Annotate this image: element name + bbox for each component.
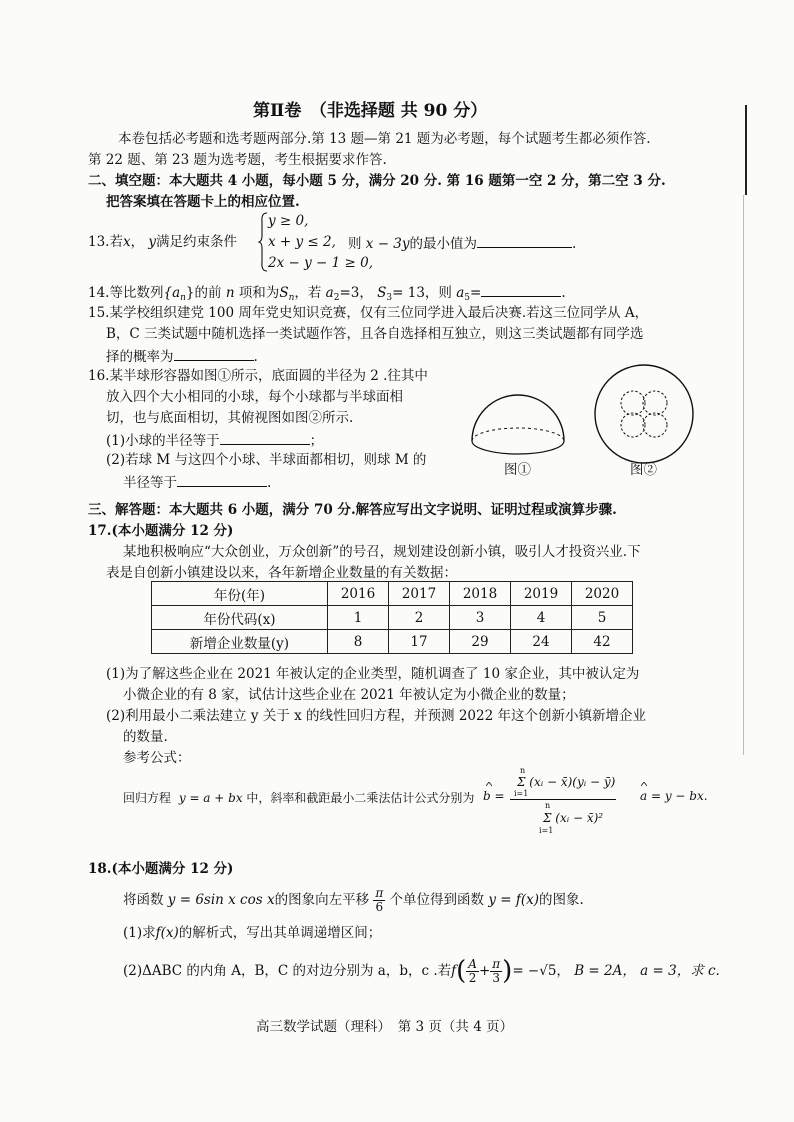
table-cell: 年份(年) xyxy=(152,582,328,606)
scan-edge-shadow xyxy=(743,195,744,755)
hat-icon xyxy=(641,782,647,787)
table-cell: 2 xyxy=(389,606,450,630)
table-cell: 8 xyxy=(328,630,389,654)
q13-constraint-3: 2x − y − 1 ≥ 0, xyxy=(268,255,373,271)
q16-line-3: 切，也与底面相切，其俯视图如图②所示. xyxy=(106,410,354,426)
q13-constraint-2: x + y ≤ 2, xyxy=(268,234,336,250)
q18-sub-1: (1)求f(x)的解析式，写出其单调递增区间； xyxy=(123,925,382,941)
section3-heading: 三、解答题：本大题共 6 小题，满分 70 分.解答应写出文字说明、证明过程或演算步骤. xyxy=(88,502,617,518)
section2-heading: 二、填空题：本大题共 4 小题，每小题 5 分，满分 20 分. 第 16 题第一空 2 分，第二空 3 分. xyxy=(88,173,666,189)
b-hat-denominator: Σ (xᵢ − x̄)² xyxy=(543,811,604,825)
q13-answer-blank[interactable] xyxy=(477,233,572,248)
section2-heading-cont: 把答案填在答题卡上的相应位置. xyxy=(106,194,300,210)
table-cell: 新增企业数量(y) xyxy=(152,630,328,654)
a-hat-formula: a = y − bx. xyxy=(640,789,708,803)
enterprise-data-table xyxy=(151,581,633,654)
q16-line-1: 16.某半球形容器如图①所示，底面圆的半径为 2 .往其中 xyxy=(88,368,428,384)
table-cell: 4 xyxy=(511,606,572,630)
q15-line-1: 15.某学校组织建党 100 周年党史知识竞赛，仅有三位同学进入最后决赛.若这三位同学从 A， xyxy=(88,305,649,321)
q13-stem: 13.若x， y满足约束条件 xyxy=(88,234,238,250)
shift-fraction: $\frac{\pi}{6}$ xyxy=(375,886,384,914)
q18-title: 18.(本小题满分 12 分) xyxy=(88,861,234,877)
q17-para-2: 表是自创新小镇建设以来，各年新增企业数量的有关数据： xyxy=(106,565,457,581)
table-cell: 24 xyxy=(511,630,572,654)
q16-answer-blank-1[interactable] xyxy=(220,430,310,445)
q13-question: 则 x − 3y的最小值为 . xyxy=(348,233,576,254)
sum-bottom-limit: i=1 xyxy=(514,789,529,798)
hemisphere-figure xyxy=(468,383,568,463)
q14-answer-blank[interactable] xyxy=(481,282,561,297)
table-cell: 17 xyxy=(389,630,450,654)
q17-sub-1-cont: 小微企业的有 8 家，试估计这些企业在 2021 年被认定为小微企业的数量； xyxy=(123,687,575,703)
hat-icon xyxy=(486,782,492,787)
table-cell: 2020 xyxy=(572,582,633,606)
figure-1-caption: 图① xyxy=(504,462,531,478)
q17-para-1: 某地积极响应“大众创业，万众创新”的号召，规划建设创新小镇，吸引人才投资兴业.下 xyxy=(123,544,641,560)
q16-answer-blank-2[interactable] xyxy=(177,472,267,487)
scan-edge-mark xyxy=(745,105,747,195)
table-cell: 29 xyxy=(450,630,511,654)
intro-line-2: 第 22 题、第 23 题为选考题，考生根据要求作答. xyxy=(88,152,387,168)
sum-top-limit: n xyxy=(520,766,526,775)
q15-answer-blank[interactable] xyxy=(174,346,254,361)
table-cell: 2018 xyxy=(450,582,511,606)
table-cell: 2016 xyxy=(328,582,389,606)
table-cell: 年份代码(x) xyxy=(152,606,328,630)
table-cell: 2019 xyxy=(511,582,572,606)
q17-reference-label: 参考公式： xyxy=(123,750,191,766)
q15-line-2: B，C 三类试题中随机选择一类试题作答，且各自选择相互独立，则这三类试题都有同学选 xyxy=(106,326,644,342)
top-view-figure xyxy=(592,362,696,466)
figure-2-caption: 图② xyxy=(630,462,657,478)
q16-sub-2: (2)若球 M 与这四个小球、半球面都相切，则球 M 的 xyxy=(106,452,427,468)
q17-sub-2: (2)利用最小二乘法建立 y 关于 x 的线性回归方程，并预测 2022 年这个创新小镇新增企业 xyxy=(106,708,646,724)
q17-sub-1: (1)为了解这些企业在 2021 年被认定的企业类型，随机调查了 10 家企业，其中被认定为 xyxy=(106,666,640,682)
q17-title: 17.(本小题满分 12 分) xyxy=(88,523,234,539)
sum-bottom-limit-den: i=1 xyxy=(539,826,554,835)
intro-line-1: 本卷包括必考题和选考题两部分.第 13 题—第 21 题为必考题，每个试题考生都必须作答. xyxy=(118,131,651,147)
q16-line-2: 放入四个大小相同的小球，每个小球都与半球面相 xyxy=(106,389,403,405)
b-hat-numerator: Σ (xᵢ − x̄)(yᵢ − ȳ) xyxy=(517,775,616,789)
pi-third-fraction: $\frac{\pi}{3}$ xyxy=(492,957,501,985)
q17-sub-2-cont: 的数量. xyxy=(123,729,168,745)
table-cell: 1 xyxy=(328,606,389,630)
q16-sub-1: (1)小球的半径等于 ； xyxy=(106,430,323,451)
half-a-fraction: $\frac{A}{2}$ xyxy=(468,957,477,985)
table-cell: 42 xyxy=(572,630,633,654)
q13-brace-icon xyxy=(258,212,268,272)
q15-line-3: 择的概率为 . xyxy=(106,346,258,367)
q13-constraint-1: y ≥ 0, xyxy=(268,213,309,229)
table-cell: 3 xyxy=(450,606,511,630)
sum-top-limit-den: n xyxy=(545,801,551,810)
b-hat-label: b = xyxy=(483,789,505,803)
q18-sub-2: (2)ΔABC 的内角 A，B，C 的对边分别为 a，b，c .若f( $\frac{A}{2}$ + $\frac{\pi}{3}$ )= −√5， B = 2A， a = 3，求 c. xyxy=(123,956,720,986)
q14-stem: 14.等比数列$\{a_n\}$的前 n 项和为$S_n$，若 $a_2=3$， $S_3= 13$，则 $a_5=$ . xyxy=(88,282,566,308)
page-footer: 高三数学试题（理科） 第 3 页（共 4 页） xyxy=(256,1019,514,1035)
table-row xyxy=(152,606,633,630)
regression-formula-text: 回归方程 y = a + bx 中，斜率和截距最小二乘法估计公式分别为 xyxy=(123,791,475,805)
q18-para-1: 将函数 y = 6sin x cos x的图象向左平移 $\frac{\pi}{6}$ 个单位得到函数 y = f(x)的图象. xyxy=(123,886,584,914)
table-cell: 2017 xyxy=(389,582,450,606)
table-cell: 5 xyxy=(572,606,633,630)
q16-sub-2-cont: 半径等于 . xyxy=(123,472,271,493)
fraction-bar xyxy=(510,799,616,800)
page-title: 第Ⅱ卷 （非选择题 共 90 分） xyxy=(253,101,488,121)
table-row xyxy=(152,582,633,606)
table-row xyxy=(152,630,633,654)
